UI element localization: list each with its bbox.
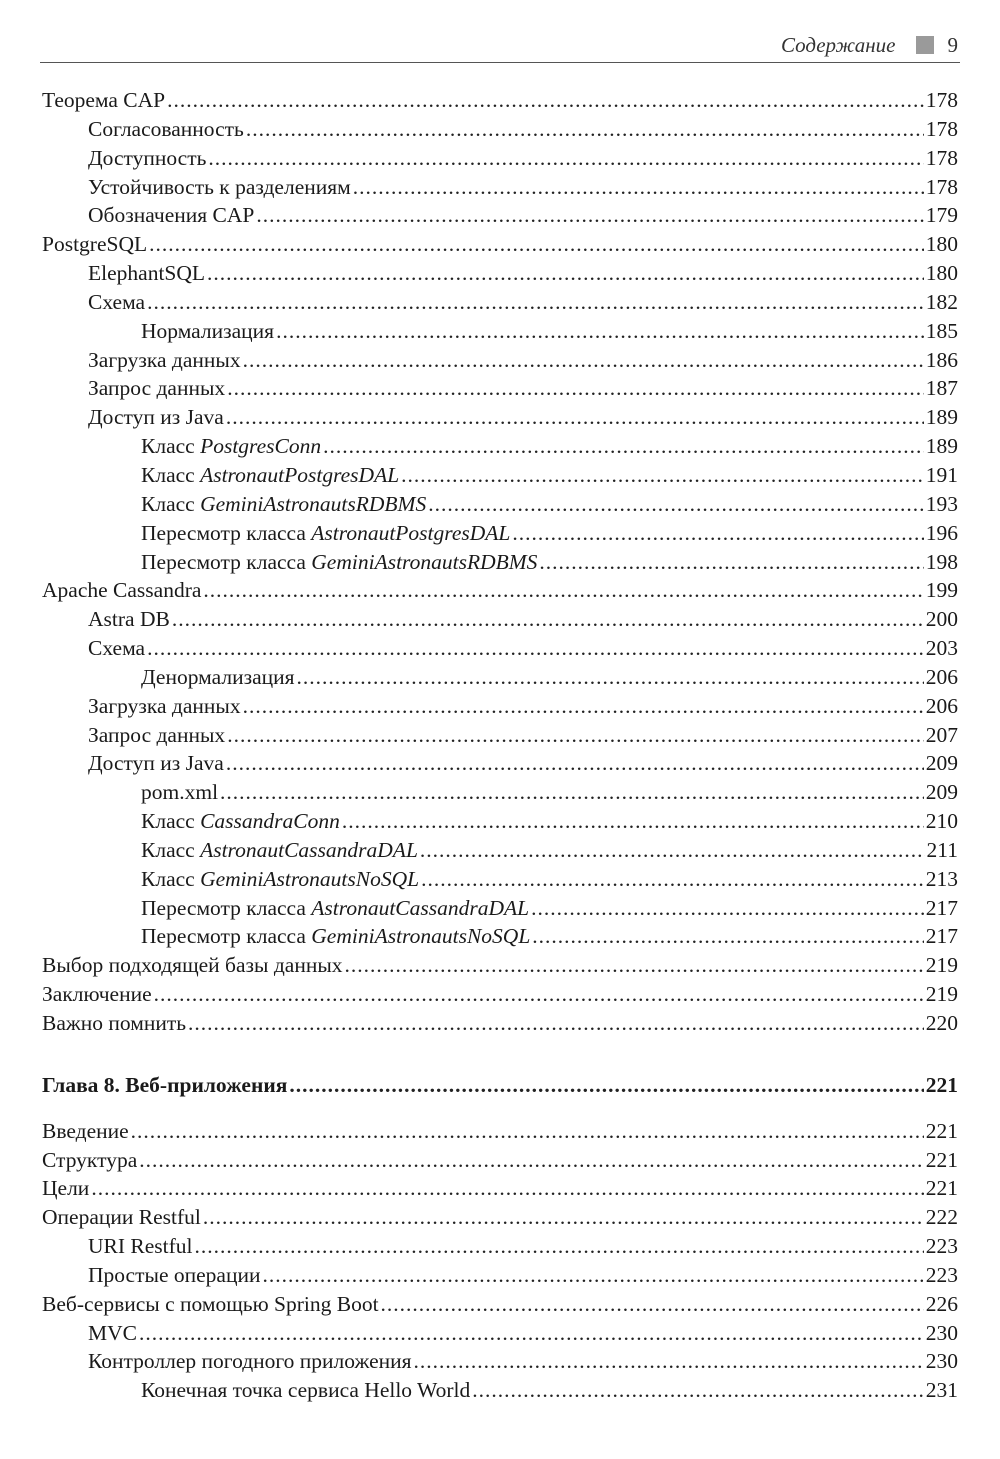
toc-entry-class-name: GeminiAstronautsRDBMS <box>311 549 538 574</box>
toc-entry-text: Доступ из Java <box>88 405 224 430</box>
toc-entry-page: 178 <box>925 174 958 199</box>
toc-entry-page: 223 <box>925 1262 958 1287</box>
toc-entry-page: 187 <box>925 376 958 401</box>
header-square-marker <box>916 36 934 54</box>
toc-entry-title <box>42 230 147 259</box>
header-page-number: 9 <box>947 32 958 57</box>
toc-entry-title <box>141 519 510 548</box>
toc-leader-dots <box>226 749 924 778</box>
toc-entry[interactable] <box>42 259 958 288</box>
toc-entry-text: Схема <box>88 636 146 661</box>
toc-entry-page: 222 <box>925 1205 958 1230</box>
toc-entry-text: Выбор подходящей базы данных <box>42 953 343 978</box>
toc-leader-dots <box>323 432 924 461</box>
toc-leader-dots <box>139 1146 924 1175</box>
toc-entry-page: 209 <box>925 751 958 776</box>
toc-entry-title <box>88 115 244 144</box>
toc-leader-dots <box>203 576 923 605</box>
toc-leader-dots <box>539 548 923 577</box>
table-of-contents <box>42 86 958 1405</box>
toc-entry-text: Конечная точка сервиса Hello World <box>141 1378 471 1403</box>
toc-chapter-heading[interactable] <box>42 1071 958 1100</box>
toc-leader-dots <box>91 1174 923 1203</box>
toc-entry-page: 231 <box>925 1378 958 1403</box>
toc-entry[interactable] <box>42 1290 958 1319</box>
toc-entry-title <box>42 576 201 605</box>
toc-entry[interactable] <box>42 865 958 894</box>
toc-entry[interactable] <box>42 721 958 750</box>
toc-chapter-title: Глава 8. Веб-приложения <box>42 1072 288 1097</box>
toc-entry-class-name: GeminiAstronautsRDBMS <box>200 491 427 516</box>
toc-entry[interactable] <box>42 86 958 115</box>
toc-entry[interactable] <box>42 1117 958 1146</box>
toc-entry[interactable] <box>42 548 958 577</box>
toc-entry[interactable] <box>42 951 958 980</box>
toc-entry-title <box>42 1117 129 1146</box>
toc-leader-dots <box>532 922 923 951</box>
toc-entry-page: 191 <box>925 462 958 487</box>
toc-entry-title <box>141 778 218 807</box>
toc-entry[interactable] <box>42 692 958 721</box>
toc-leader-dots <box>220 778 924 807</box>
toc-entry-text: Контроллер погодного приложения <box>88 1349 412 1374</box>
toc-entry-page: 193 <box>925 491 958 516</box>
toc-entry-title <box>42 86 165 115</box>
toc-entry-page: 186 <box>925 347 958 372</box>
toc-entry-title <box>42 1146 137 1175</box>
toc-entry-text: Заключение <box>42 982 152 1007</box>
toc-entry-page: 217 <box>925 924 958 949</box>
toc-entry-page: 226 <box>925 1291 958 1316</box>
toc-entry[interactable] <box>42 173 958 202</box>
toc-entry[interactable] <box>42 1376 958 1405</box>
toc-entry[interactable] <box>42 230 958 259</box>
toc-chapter-page: 221 <box>925 1072 958 1097</box>
toc-entry[interactable] <box>42 461 958 490</box>
toc-entry-title <box>141 548 537 577</box>
toc-leader-dots <box>243 346 924 375</box>
toc-entry-text: Согласованность <box>88 116 244 141</box>
toc-entry-title <box>141 836 418 865</box>
toc-leader-dots <box>420 836 925 865</box>
toc-entry-page: 206 <box>925 664 958 689</box>
toc-entry[interactable] <box>42 778 958 807</box>
toc-entry-page: 221 <box>925 1147 958 1172</box>
toc-section-chapter-7 <box>42 86 958 1038</box>
toc-entry-class-name: PostgresConn <box>200 434 322 459</box>
toc-leader-dots <box>154 980 924 1009</box>
toc-leader-dots <box>147 634 924 663</box>
toc-entry[interactable] <box>42 519 958 548</box>
toc-entry-title <box>42 1174 89 1203</box>
toc-entry-text: Загрузка данных <box>88 347 241 372</box>
toc-entry-text: Пересмотр класса <box>141 520 312 545</box>
toc-entry-title <box>88 1261 260 1290</box>
toc-entry-text: Apache Cassandra <box>42 578 202 603</box>
toc-entry[interactable] <box>42 836 958 865</box>
toc-entry[interactable] <box>42 1009 958 1038</box>
toc-entry-text: Класс <box>141 462 201 487</box>
toc-entry-title <box>88 1319 137 1348</box>
toc-leader-dots <box>131 1117 924 1146</box>
toc-entry-text: Astra DB <box>88 607 170 632</box>
toc-entry-page: 206 <box>925 693 958 718</box>
toc-entry-title <box>141 1376 470 1405</box>
toc-entry[interactable] <box>42 980 958 1009</box>
toc-entry[interactable] <box>42 605 958 634</box>
toc-entry[interactable] <box>42 922 958 951</box>
toc-entry[interactable] <box>42 1203 958 1232</box>
toc-leader-dots <box>149 230 924 259</box>
toc-leader-dots <box>276 317 924 346</box>
header-section-title: Содержание <box>780 32 896 57</box>
toc-entry-title <box>141 865 419 894</box>
toc-entry-class-name: GeminiAstronautsNoSQL <box>311 924 531 949</box>
toc-leader-dots <box>531 894 924 923</box>
toc-leader-dots <box>342 807 924 836</box>
toc-entry-title <box>88 749 224 778</box>
toc-entry-text: Пересмотр класса <box>141 895 312 920</box>
toc-entry-page: 230 <box>925 1349 958 1374</box>
toc-entry-page: 180 <box>925 261 958 286</box>
toc-entry[interactable] <box>42 346 958 375</box>
toc-entry[interactable] <box>42 317 958 346</box>
toc-entry-title <box>88 173 351 202</box>
toc-leader-dots <box>472 1376 923 1405</box>
toc-entry-page: 189 <box>925 434 958 459</box>
toc-entry-text: pom.xml <box>141 780 219 805</box>
toc-entry-class-name: AstronautCassandraDAL <box>311 895 530 920</box>
toc-entry-text: Обозначения CAP <box>88 203 255 228</box>
toc-entry-title <box>88 346 241 375</box>
toc-leader-dots <box>381 1290 924 1319</box>
toc-leader-dots <box>207 259 924 288</box>
toc-entry-page: 230 <box>925 1320 958 1345</box>
toc-entry[interactable] <box>42 288 958 317</box>
toc-entry-page: 180 <box>925 232 958 257</box>
toc-entry-class-name: CassandraConn <box>200 809 340 834</box>
toc-entry-page: 219 <box>925 953 958 978</box>
toc-entry[interactable] <box>42 201 958 230</box>
toc-entry-text: Пересмотр класса <box>141 549 312 574</box>
toc-entry-text: Операции Restful <box>42 1205 201 1230</box>
toc-leader-dots <box>414 1347 924 1376</box>
toc-entry[interactable] <box>42 749 958 778</box>
toc-entry-page: 223 <box>925 1234 958 1259</box>
toc-entry-text: Теорема CAP <box>42 88 166 112</box>
toc-entry-title <box>42 1009 186 1038</box>
toc-entry-page: 213 <box>925 866 958 891</box>
toc-entry-title <box>88 403 224 432</box>
toc-entry-title <box>88 692 241 721</box>
toc-leader-dots <box>262 1261 923 1290</box>
toc-entry-text: Введение <box>42 1118 129 1143</box>
toc-entry-text: Нормализация <box>141 318 275 343</box>
toc-entry-title <box>42 980 152 1009</box>
running-header <box>40 28 960 63</box>
toc-entry-text: PostgreSQL <box>42 232 148 257</box>
toc-entry-title <box>88 259 205 288</box>
toc-entry-class-name: AstronautCassandraDAL <box>200 837 418 862</box>
toc-leader-dots <box>421 865 924 894</box>
toc-entry-title <box>88 288 145 317</box>
toc-entry-text: Важно помнить <box>42 1011 187 1035</box>
toc-entry-text: Пересмотр класса <box>141 924 312 949</box>
toc-leader-dots <box>289 1071 923 1100</box>
toc-entry-text: MVC <box>88 1320 137 1345</box>
toc-entry-title <box>42 1203 201 1232</box>
toc-entry-page: 203 <box>925 636 958 661</box>
toc-entry-text: ElephantSQL <box>88 261 206 286</box>
toc-entry-text: URI Restful <box>88 1234 193 1259</box>
toc-entry[interactable] <box>42 490 958 519</box>
toc-entry[interactable] <box>42 1174 958 1203</box>
toc-entry-title <box>88 374 225 403</box>
toc-entry-page: 199 <box>925 578 958 603</box>
toc-entry-page: 182 <box>925 289 958 314</box>
toc-entry[interactable] <box>42 1261 958 1290</box>
toc-leader-dots <box>297 663 924 692</box>
toc-entry-text: Доступ из Java <box>88 751 224 776</box>
toc-entry[interactable] <box>42 1319 958 1348</box>
toc-leader-dots <box>256 201 923 230</box>
toc-entry-title <box>88 721 225 750</box>
toc-entry-page: 221 <box>925 1176 958 1201</box>
toc-entry-page: 198 <box>925 549 958 574</box>
toc-entry-page: 220 <box>925 1011 958 1035</box>
toc-entry-title <box>42 951 343 980</box>
toc-entry-page: 200 <box>925 607 958 632</box>
toc-entry-text: Простые операции <box>88 1262 261 1287</box>
toc-entry-title <box>88 1232 193 1261</box>
toc-entry[interactable] <box>42 432 958 461</box>
toc-entry-title <box>88 605 170 634</box>
toc-entry-title <box>141 922 530 951</box>
toc-entry[interactable] <box>42 894 958 923</box>
toc-leader-dots <box>227 721 924 750</box>
toc-entry-page: 185 <box>925 318 958 343</box>
toc-entry-text: Веб-сервисы с помощью Spring Boot <box>42 1291 379 1316</box>
toc-entry-text: Устойчивость к разделениям <box>88 174 351 199</box>
toc-entry-title <box>88 144 206 173</box>
toc-entry[interactable] <box>42 374 958 403</box>
toc-entry[interactable] <box>42 115 958 144</box>
toc-entry-page: 221 <box>925 1118 958 1143</box>
toc-entry-text: Загрузка данных <box>88 693 241 718</box>
toc-leader-dots <box>512 519 923 548</box>
toc-entry[interactable] <box>42 1146 958 1175</box>
toc-entry-page: 217 <box>925 895 958 920</box>
toc-entry-page: 219 <box>925 982 958 1007</box>
toc-entry-class-name: AstronautPostgresDAL <box>311 520 511 545</box>
toc-entry-text: Запрос данных <box>88 722 226 747</box>
toc-entry-page: 196 <box>925 520 958 545</box>
toc-entry[interactable] <box>42 807 958 836</box>
toc-entry-title <box>141 317 274 346</box>
toc-leader-dots <box>208 144 923 173</box>
toc-entry-text: Цели <box>42 1176 90 1201</box>
toc-entry-text: Класс <box>141 434 201 459</box>
toc-entry-text: Класс <box>141 809 201 834</box>
toc-entry-title <box>42 1290 379 1319</box>
toc-entry-page: 207 <box>925 722 958 747</box>
toc-leader-dots <box>243 692 924 721</box>
toc-entry[interactable] <box>42 1347 958 1376</box>
toc-entry-title <box>88 201 254 230</box>
toc-entry[interactable] <box>42 663 958 692</box>
toc-entry-page: 179 <box>925 203 958 228</box>
toc-leader-dots <box>345 951 924 980</box>
toc-entry-class-name: GeminiAstronautsNoSQL <box>200 866 420 891</box>
toc-entry-title <box>141 807 340 836</box>
toc-leader-dots <box>353 173 924 202</box>
toc-entry-title <box>141 490 426 519</box>
toc-entry-page: 209 <box>925 780 958 805</box>
toc-entry-text: Класс <box>141 491 201 516</box>
toc-leader-dots <box>246 115 924 144</box>
toc-entry-title <box>88 1347 412 1376</box>
toc-entry-text: Денормализация <box>141 664 295 689</box>
toc-entry-text: Запрос данных <box>88 376 226 401</box>
toc-entry-page: 189 <box>925 405 958 430</box>
toc-entry-page: 210 <box>925 809 958 834</box>
toc-leader-dots <box>203 1203 924 1232</box>
toc-leader-dots <box>172 605 924 634</box>
toc-leader-dots <box>147 288 924 317</box>
toc-entry-page: 178 <box>925 145 958 170</box>
toc-entry[interactable] <box>42 403 958 432</box>
toc-entry-page: 178 <box>925 116 958 141</box>
toc-entry[interactable] <box>42 576 958 605</box>
toc-entry-page: 211 <box>926 837 958 862</box>
toc-entry-text: Класс <box>141 837 201 862</box>
toc-leader-dots <box>167 86 924 115</box>
toc-entry-title <box>141 461 399 490</box>
toc-leader-dots <box>139 1319 924 1348</box>
toc-leader-dots <box>195 1232 924 1261</box>
toc-entry[interactable] <box>42 144 958 173</box>
toc-section-chapter-8 <box>42 1117 958 1405</box>
toc-entry-title <box>141 663 295 692</box>
toc-entry[interactable] <box>42 1232 958 1261</box>
toc-entry-title <box>88 634 145 663</box>
toc-entry[interactable] <box>42 634 958 663</box>
toc-leader-dots <box>188 1009 924 1038</box>
toc-entry-text: Схема <box>88 289 146 314</box>
toc-leader-dots <box>401 461 924 490</box>
toc-entry-title <box>141 432 321 461</box>
toc-leader-dots <box>428 490 924 519</box>
toc-entry-text: Класс <box>141 866 201 891</box>
toc-entry-text: Структура <box>42 1147 138 1172</box>
toc-leader-dots <box>226 403 924 432</box>
toc-entry-page: 178 <box>925 88 958 112</box>
toc-entry-title <box>141 894 529 923</box>
toc-entry-class-name: AstronautPostgresDAL <box>200 462 400 487</box>
toc-leader-dots <box>227 374 924 403</box>
toc-entry-text: Доступность <box>88 145 207 170</box>
